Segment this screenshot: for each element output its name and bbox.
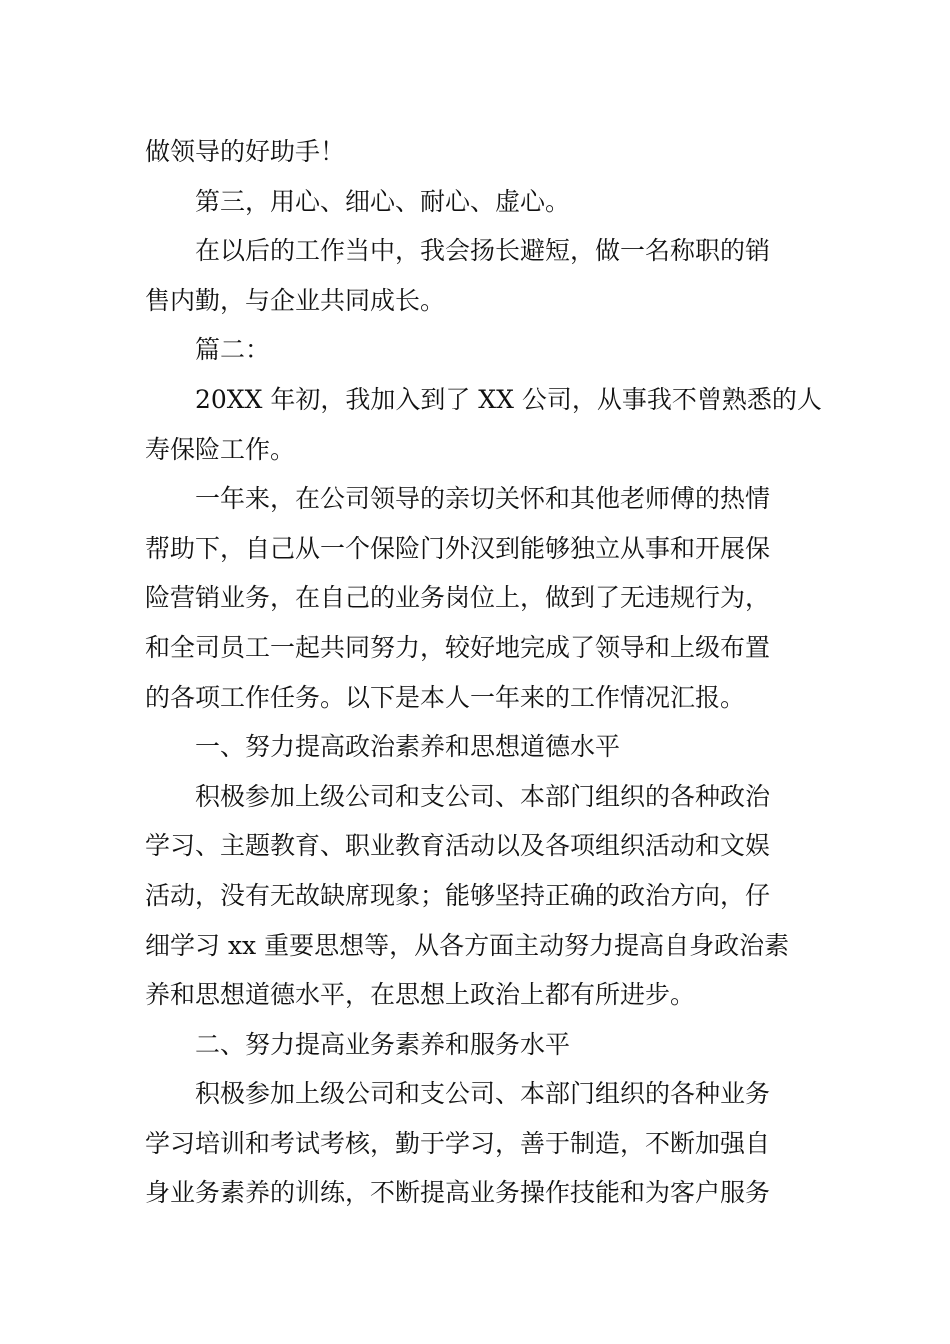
paragraph-line: 和全司员工一起共同努力，较好地完成了领导和上级布置 xyxy=(145,632,771,662)
paragraph-line: 的各项工作任务。以下是本人一年来的工作情况汇报。 xyxy=(145,682,746,712)
paragraph-line: 做领导的好助手！ xyxy=(145,137,346,166)
paragraph-5 xyxy=(145,375,822,474)
paragraph-8 xyxy=(145,772,810,1020)
paragraph-line: 积极参加上级公司和支公司、本部门组织的各种业务 xyxy=(195,1079,771,1109)
section-heading-pian-er xyxy=(145,325,810,375)
paragraph-line: 活动，没有无故缺席现象；能够坚持正确的政治方向，仔 xyxy=(145,880,771,910)
paragraph-line: 身业务素养的训练，不断提高业务操作技能和为客户服务 xyxy=(145,1178,771,1208)
section-heading-2 xyxy=(145,1020,810,1070)
paragraph-line: 一、努力提高政治素养和思想道德水平 xyxy=(195,732,621,762)
paragraph-line: 第三，用心、细心、耐心、虚心。 xyxy=(195,186,571,216)
paragraph-line: 20XX 年初，我加入到了 XX 公司，从事我不曾熟悉的人 xyxy=(195,384,822,414)
paragraph-line: 细学习 xx 重要思想等，从各方面主动努力提高自身政治素 xyxy=(145,930,790,960)
paragraph-line: 学习培训和考试考核，勤于学习，善于制造，不断加强自 xyxy=(145,1128,771,1158)
paragraph-line: 养和思想道德水平，在思想上政治上都有所进步。 xyxy=(145,980,696,1010)
paragraph-line: 在以后的工作当中，我会扬长避短，做一名称职的销 xyxy=(195,236,771,266)
paragraph-1 xyxy=(145,127,810,177)
paragraph-line: 积极参加上级公司和支公司、本部门组织的各种政治 xyxy=(195,781,771,811)
paragraph-2 xyxy=(145,177,810,227)
paragraph-10 xyxy=(145,1069,810,1218)
section-heading-1 xyxy=(145,722,810,772)
paragraph-line: 帮助下，自己从一个保险门外汉到能够独立从事和开展保 xyxy=(145,533,771,563)
paragraph-line: 一年来，在公司领导的亲切关怀和其他老师傅的热情 xyxy=(195,484,771,514)
paragraph-6 xyxy=(145,474,810,722)
paragraph-line: 售内勤，与企业共同成长。 xyxy=(145,285,446,315)
paragraph-3 xyxy=(145,226,810,325)
paragraph-line: 篇二： xyxy=(195,335,271,365)
paragraph-line: 险营销业务，在自己的业务岗位上，做到了无违规行为， xyxy=(145,583,771,613)
paragraph-line: 二、努力提高业务素养和服务水平 xyxy=(195,1029,571,1059)
document-body xyxy=(145,127,822,1218)
paragraph-line: 寿保险工作。 xyxy=(145,434,296,464)
paragraph-line: 学习、主题教育、职业教育活动以及各项组织活动和文娱 xyxy=(145,831,771,861)
